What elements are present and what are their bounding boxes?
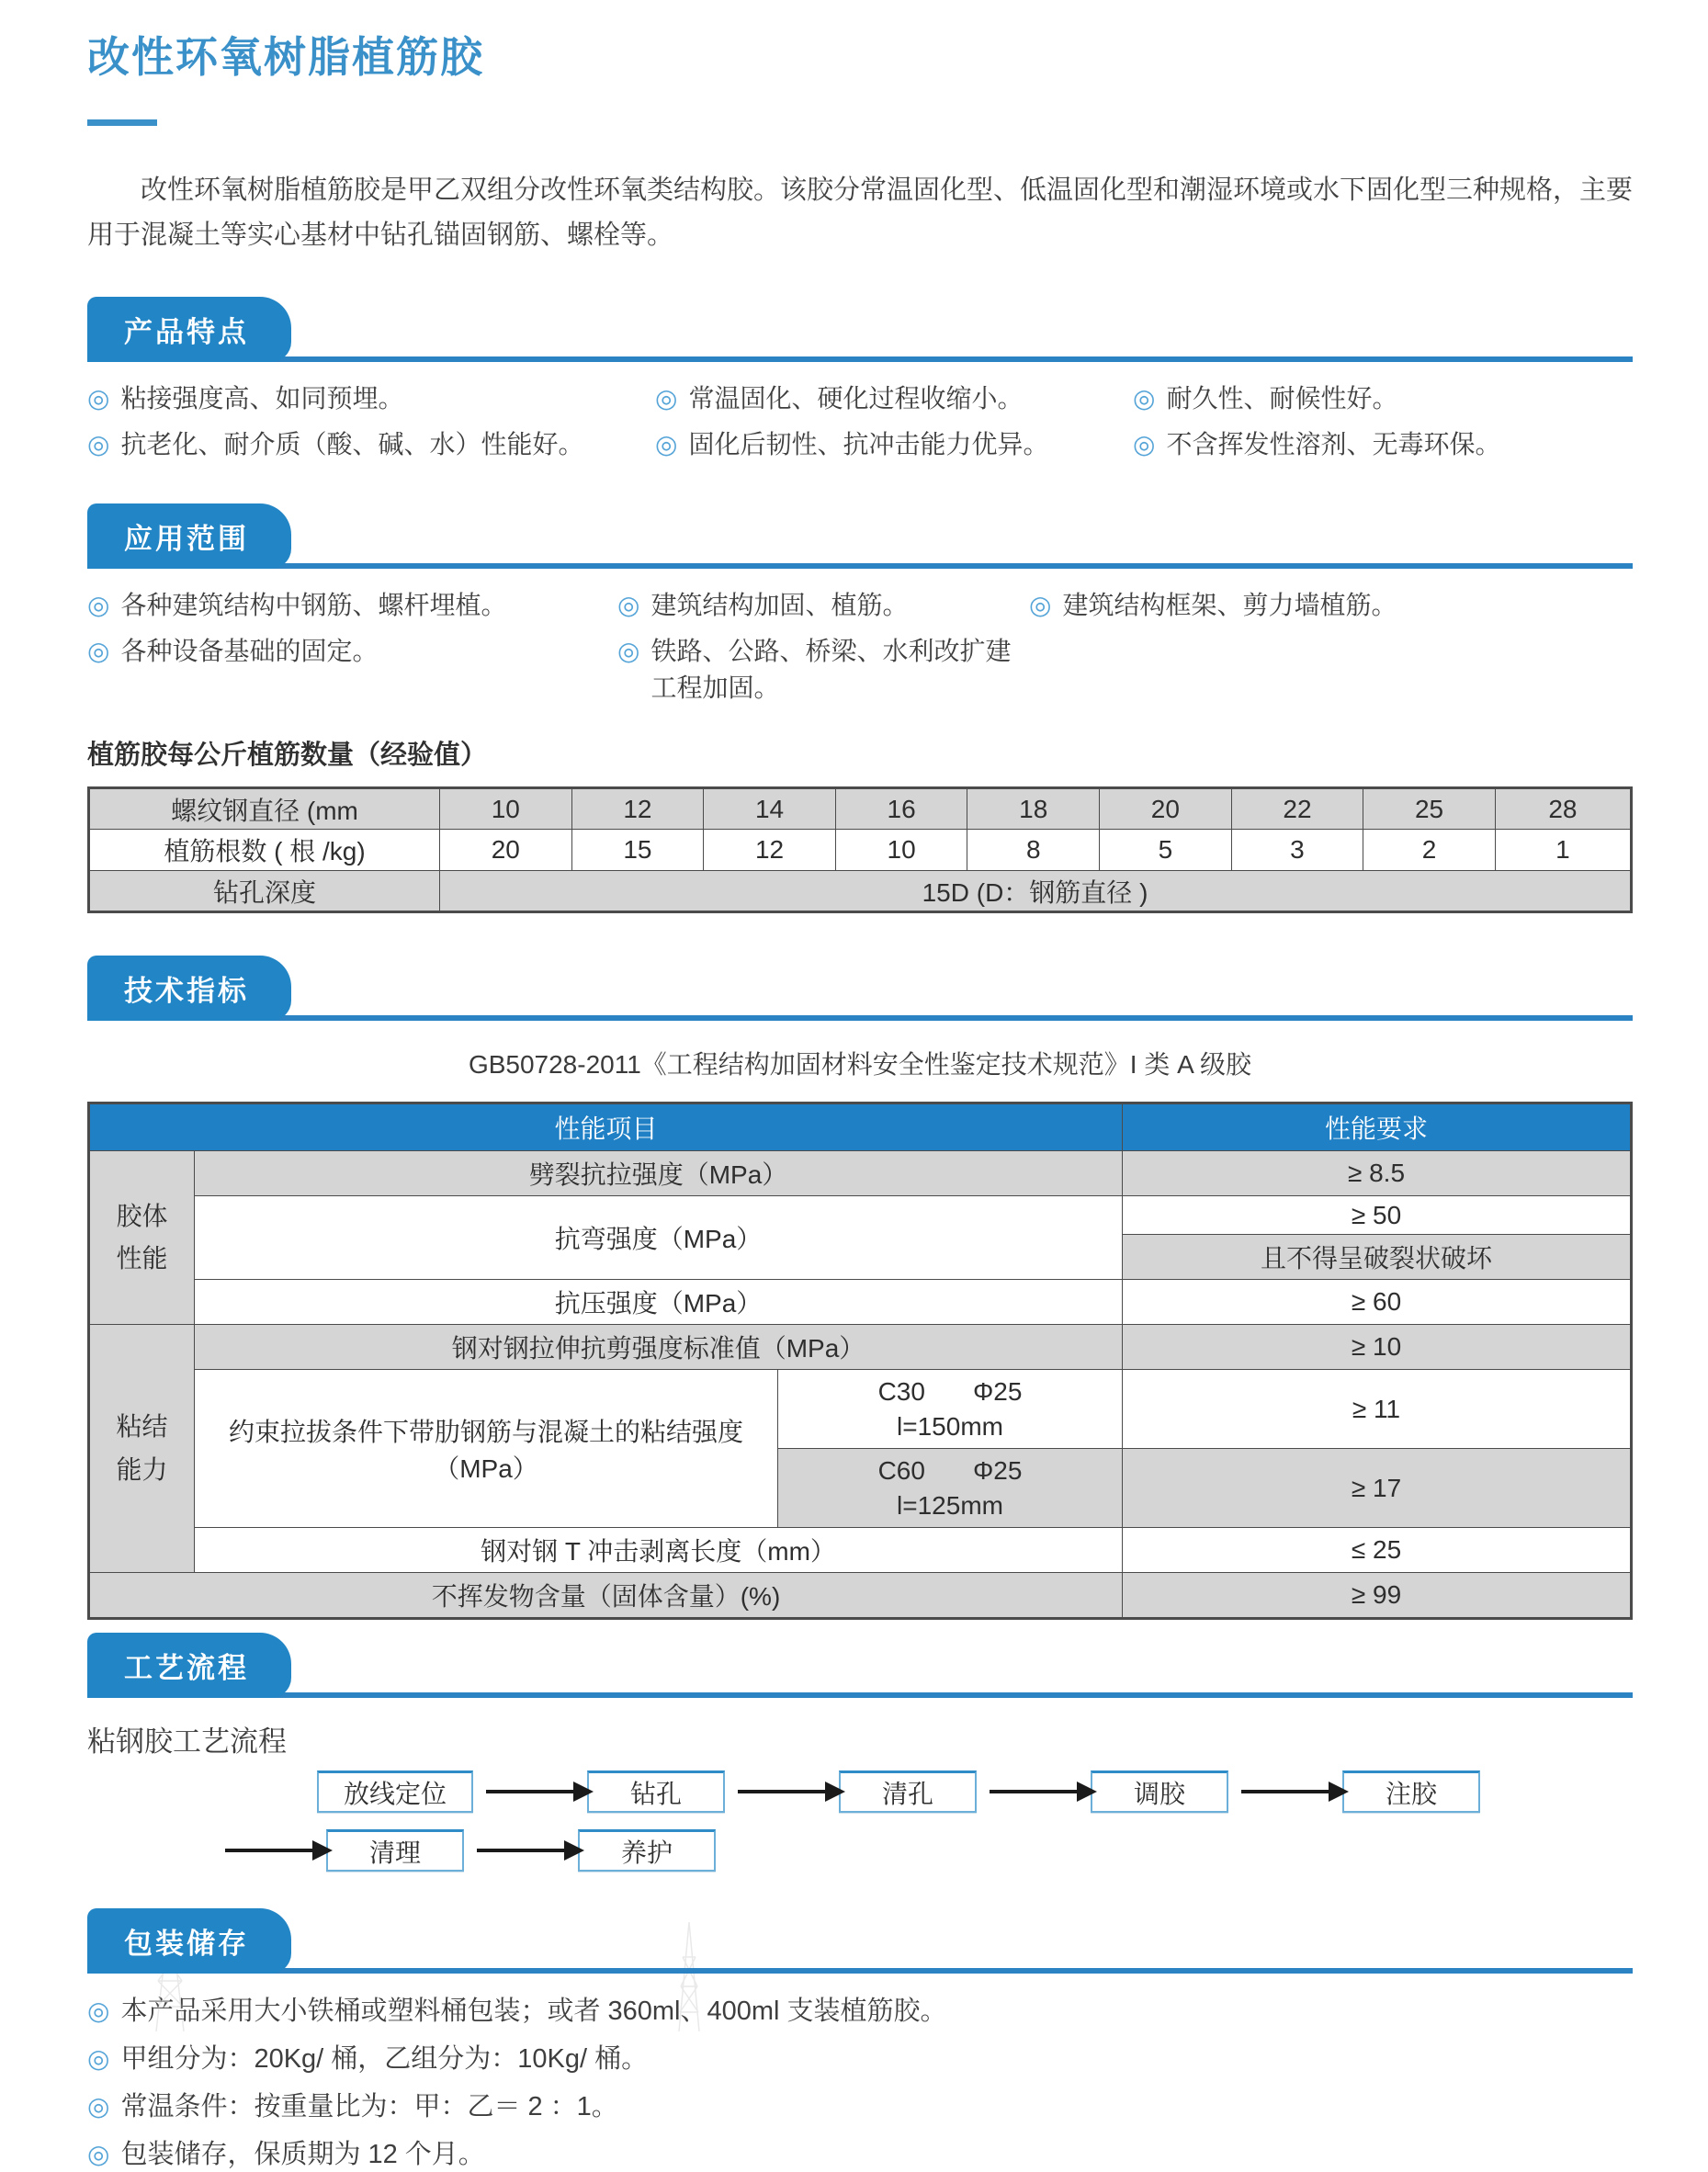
flow-arrow-icon bbox=[225, 1849, 313, 1852]
dosage-cell: 3 bbox=[1231, 830, 1363, 871]
tech-req: ≥ 10 bbox=[1123, 1325, 1632, 1370]
flow-step-box: 清孔 bbox=[839, 1770, 977, 1813]
application-item bbox=[1029, 587, 1633, 624]
section-header bbox=[87, 503, 1633, 569]
section-heading-packaging: 包装储存 bbox=[87, 1908, 291, 1974]
bullet-icon: ◎ bbox=[1133, 384, 1156, 413]
tech-item: 钢对钢拉伸抗剪强度标准值（MPa） bbox=[195, 1325, 1123, 1370]
tech-col-header-req: 性能要求 bbox=[1123, 1103, 1632, 1151]
flow-step-box: 放线定位 bbox=[317, 1770, 473, 1813]
flow-step-box: 注胶 bbox=[1342, 1770, 1480, 1813]
bullet-icon: ◎ bbox=[87, 2044, 110, 2073]
section-rule bbox=[87, 1968, 1633, 1974]
rebar-diameter: Φ25 bbox=[972, 1376, 1023, 1406]
tech-item: 抗弯强度（MPa） bbox=[195, 1196, 1123, 1280]
dosage-cell: 10 bbox=[835, 830, 967, 871]
section-packaging bbox=[87, 1908, 1633, 2172]
process-subtitle: 粘钢胶工艺流程 bbox=[87, 1725, 287, 1758]
feature-text: 粘接强度高、如同预埋。 bbox=[120, 384, 404, 413]
packaging-text: 常温条件：按重量比为：甲：乙＝ 2 ：1。 bbox=[120, 2092, 618, 2121]
dosage-cell: 14 bbox=[704, 788, 836, 830]
tech-condition-c30 bbox=[778, 1370, 1123, 1449]
feature-text: 不含挥发性溶剂、无毒环保。 bbox=[1166, 430, 1501, 458]
tech-item: 劈裂抗拉强度（MPa） bbox=[195, 1151, 1123, 1196]
dosage-row-label: 植筋根数 ( 根 /kg) bbox=[89, 830, 440, 871]
packaging-item bbox=[87, 2137, 1633, 2172]
application-text: 铁路、公路、桥梁、水利改扩建工程加固。 bbox=[650, 637, 1012, 702]
section-rule bbox=[87, 1692, 1633, 1698]
dosage-cell: 18 bbox=[967, 788, 1100, 830]
bullet-icon: ◎ bbox=[87, 430, 110, 458]
dosage-cell: 1 bbox=[1495, 830, 1631, 871]
section-heading-tech: 技术指标 bbox=[87, 956, 291, 1021]
feature-item bbox=[87, 426, 655, 463]
application-text: 各种建筑结构中钢筋、螺杆埋植。 bbox=[120, 591, 507, 619]
application-text: 建筑结构框架、剪力墙植筋。 bbox=[1062, 591, 1397, 619]
application-text: 各种设备基础的固定。 bbox=[120, 637, 379, 665]
dosage-cell: 20 bbox=[1100, 788, 1232, 830]
section-header bbox=[87, 1908, 1633, 1974]
section-tech bbox=[87, 956, 1633, 1620]
tech-req: ≥ 8.5 bbox=[1123, 1151, 1632, 1196]
flow-step-box: 养护 bbox=[578, 1829, 716, 1872]
tech-req: ≥ 17 bbox=[1123, 1449, 1632, 1528]
feature-item bbox=[655, 380, 1133, 417]
dosage-cell: 15 bbox=[571, 830, 704, 871]
section-heading-applications: 应用范围 bbox=[87, 503, 291, 569]
applications-list bbox=[87, 587, 1633, 707]
concrete-grade: C30 bbox=[877, 1376, 925, 1406]
flow-arrow-icon bbox=[990, 1790, 1078, 1793]
concrete-grade: C60 bbox=[877, 1455, 925, 1485]
bullet-icon: ◎ bbox=[87, 637, 110, 665]
page-title: 改性环氧树脂植筋胶 bbox=[87, 33, 484, 81]
application-item bbox=[617, 587, 1029, 624]
bullet-icon: ◎ bbox=[655, 384, 678, 413]
tech-group-body: 胶体性能 bbox=[89, 1151, 195, 1325]
feature-item bbox=[655, 426, 1133, 463]
feature-item bbox=[1133, 426, 1633, 463]
features-list bbox=[87, 380, 1633, 463]
feature-item bbox=[1133, 380, 1633, 417]
bullet-icon: ◎ bbox=[87, 2140, 110, 2168]
feature-text: 固化后韧性、抗冲击能力优异。 bbox=[688, 430, 1049, 458]
bullet-icon: ◎ bbox=[87, 2092, 110, 2121]
flow-arrow-icon bbox=[477, 1849, 565, 1852]
dosage-cell: 8 bbox=[967, 830, 1100, 871]
dosage-table bbox=[87, 786, 1633, 913]
flow-arrow-icon bbox=[1241, 1790, 1329, 1793]
tech-req: ≥ 11 bbox=[1123, 1370, 1632, 1449]
application-item bbox=[87, 633, 617, 707]
application-item bbox=[87, 587, 617, 624]
packaging-text: 包装储存，保质期为 12 个月。 bbox=[120, 2140, 485, 2169]
dosage-cell: 25 bbox=[1363, 788, 1496, 830]
feature-item bbox=[87, 380, 655, 417]
tech-col-header-item: 性能项目 bbox=[89, 1103, 1123, 1151]
tech-condition-c60 bbox=[778, 1449, 1123, 1528]
dosage-cell: 28 bbox=[1495, 788, 1631, 830]
intro-paragraph: 改性环氧树脂植筋胶是甲乙双组分改性环氧类结构胶。该胶分常温固化型、低温固化型和潮湿环境或水下固化型三种规格，主要用于混凝土等实心基材中钻孔锚固钢筋、螺栓等。 bbox=[87, 175, 1634, 250]
flow-step-box: 调胶 bbox=[1091, 1770, 1228, 1813]
tech-item: 不挥发物含量（固体含量）(%) bbox=[89, 1573, 1123, 1619]
rebar-diameter: Φ25 bbox=[972, 1455, 1023, 1485]
section-header bbox=[87, 956, 1633, 1021]
section-rule bbox=[87, 563, 1633, 569]
section-features bbox=[87, 297, 1633, 463]
bullet-icon: ◎ bbox=[1029, 591, 1052, 619]
flow-arrow-icon bbox=[486, 1790, 574, 1793]
section-header bbox=[87, 297, 1633, 362]
application-item bbox=[617, 633, 1029, 707]
feature-text: 抗老化、耐介质（酸、碱、水）性能好。 bbox=[120, 430, 584, 458]
dosage-row-label: 螺纹钢直径 (mm bbox=[89, 788, 440, 830]
watermark-graphic bbox=[663, 1922, 715, 2036]
dosage-cell: 16 bbox=[835, 788, 967, 830]
dosage-cell: 5 bbox=[1100, 830, 1232, 871]
tech-table bbox=[87, 1102, 1633, 1620]
section-heading-process: 工艺流程 bbox=[87, 1633, 291, 1698]
tech-item: 抗压强度（MPa） bbox=[195, 1280, 1123, 1325]
bullet-icon: ◎ bbox=[87, 384, 110, 413]
packaging-list bbox=[87, 1994, 1633, 2172]
dosage-cell: 2 bbox=[1363, 830, 1496, 871]
anchor-length: l=125mm bbox=[897, 1490, 1003, 1520]
tech-req: ≤ 25 bbox=[1123, 1528, 1632, 1573]
flow-step-box: 清理 bbox=[326, 1829, 464, 1872]
tech-group-bond: 粘结能力 bbox=[89, 1325, 195, 1573]
section-heading-features: 产品特点 bbox=[87, 297, 291, 362]
tech-req: ≥ 50 bbox=[1123, 1196, 1632, 1235]
bullet-icon: ◎ bbox=[87, 1997, 110, 2025]
title-underline-dash bbox=[87, 119, 157, 126]
bullet-icon: ◎ bbox=[617, 637, 640, 665]
bullet-icon: ◎ bbox=[617, 591, 640, 619]
packaging-item bbox=[87, 2089, 1633, 2124]
section-process bbox=[87, 1633, 1633, 1872]
flow-row-1 bbox=[317, 1770, 1633, 1813]
dosage-table-caption: 植筋胶每公斤植筋数量（经验值） bbox=[87, 741, 488, 770]
application-text: 建筑结构加固、植筋。 bbox=[650, 591, 909, 619]
flow-step-box: 钻孔 bbox=[587, 1770, 725, 1813]
dosage-cell: 12 bbox=[704, 830, 836, 871]
tech-req: 且不得呈破裂状破坏 bbox=[1123, 1235, 1632, 1280]
packaging-item bbox=[87, 2042, 1633, 2076]
section-applications bbox=[87, 503, 1633, 707]
bullet-icon: ◎ bbox=[655, 430, 678, 458]
dosage-cell: 20 bbox=[440, 830, 572, 871]
dosage-cell: 12 bbox=[571, 788, 704, 830]
tech-req: ≥ 99 bbox=[1123, 1573, 1632, 1619]
tech-item: 钢对钢 T 冲击剥离长度（mm） bbox=[195, 1528, 1123, 1573]
packaging-text: 甲组分为：20Kg/ 桶，乙组分为：10Kg/ 桶。 bbox=[120, 2044, 649, 2074]
anchor-length: l=150mm bbox=[897, 1411, 1003, 1441]
packaging-text: 本产品采用大小铁桶或塑料桶包装；或者 360ml、400ml 支装植筋胶。 bbox=[120, 1997, 947, 2026]
tech-item: 约束拉拔条件下带肋钢筋与混凝土的粘结强度（MPa） bbox=[195, 1370, 778, 1528]
section-rule bbox=[87, 1015, 1633, 1021]
section-header bbox=[87, 1633, 1633, 1698]
packaging-item bbox=[87, 1994, 1633, 2029]
dosage-cell: 22 bbox=[1231, 788, 1363, 830]
feature-text: 常温固化、硬化过程收缩小。 bbox=[688, 384, 1024, 413]
flow-arrow-icon bbox=[738, 1790, 826, 1793]
tech-standard-line: GB50728-2011《工程结构加固材料安全性鉴定技术规范》I 类 A 级胶 bbox=[468, 1050, 1252, 1079]
dosage-row-label: 钻孔深度 bbox=[89, 871, 440, 912]
bullet-icon: ◎ bbox=[87, 591, 110, 619]
tech-req: ≥ 60 bbox=[1123, 1280, 1632, 1325]
dosage-span-cell: 15D (D：钢筋直径 ) bbox=[440, 871, 1632, 912]
dosage-cell: 10 bbox=[440, 788, 572, 830]
bullet-icon: ◎ bbox=[1133, 430, 1156, 458]
section-rule bbox=[87, 356, 1633, 362]
flow-row-2 bbox=[225, 1829, 1633, 1872]
feature-text: 耐久性、耐候性好。 bbox=[1166, 384, 1398, 413]
